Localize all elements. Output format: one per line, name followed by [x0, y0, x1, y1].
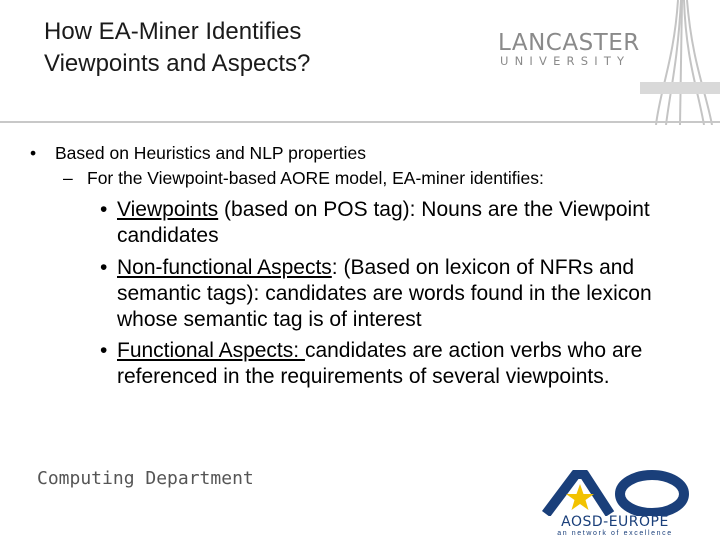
bullet-marker: •: [100, 256, 108, 279]
bullet-term: Viewpoints: [117, 198, 219, 221]
slide-title-line2: Viewpoints and Aspects?: [44, 50, 311, 77]
lancaster-logo-sub: UNIVERSITY: [500, 54, 631, 68]
bullet-level3-item: [100, 255, 670, 333]
slide-title-line1: How EA-Miner Identifies: [44, 18, 302, 45]
aosd-star-icon: [540, 470, 690, 516]
aosd-europe-logo: [540, 470, 695, 538]
bullet-description: : (Based on lexicon of NFRs and semantic tags): candidates are words found in the lexicon whose semantic tag is of interest: [117, 256, 652, 331]
bullet-marker: •: [100, 339, 108, 362]
footer-department: Computing Department: [37, 468, 254, 489]
bullet-level3-item: [100, 197, 670, 249]
bullet-marker: •: [30, 143, 37, 163]
bullet-description: candidates are action verbs who are referenced in the requirements of several viewpoints.: [117, 339, 643, 388]
aosd-logo-tagline: an network of excellence: [557, 530, 673, 537]
bullet-term: Functional Aspects:: [117, 339, 305, 362]
aosd-logo-name: AOSD-EUROPE: [561, 514, 669, 530]
bullet-marker: –: [63, 168, 73, 188]
bullet-description: (based on POS tag): Nouns are the Viewpoint candidates: [117, 198, 650, 247]
bullet-level2-text: For the Viewpoint-based AORE model, EA-miner identifies:: [87, 168, 544, 188]
bullet-marker: •: [100, 198, 108, 221]
bullet-term: Non-functional Aspects: [117, 256, 332, 279]
lancaster-logo-name: LANCASTER: [498, 30, 640, 56]
bullet-level3-item: [100, 338, 670, 390]
bullet-level1-text: Based on Heuristics and NLP properties: [55, 143, 366, 163]
